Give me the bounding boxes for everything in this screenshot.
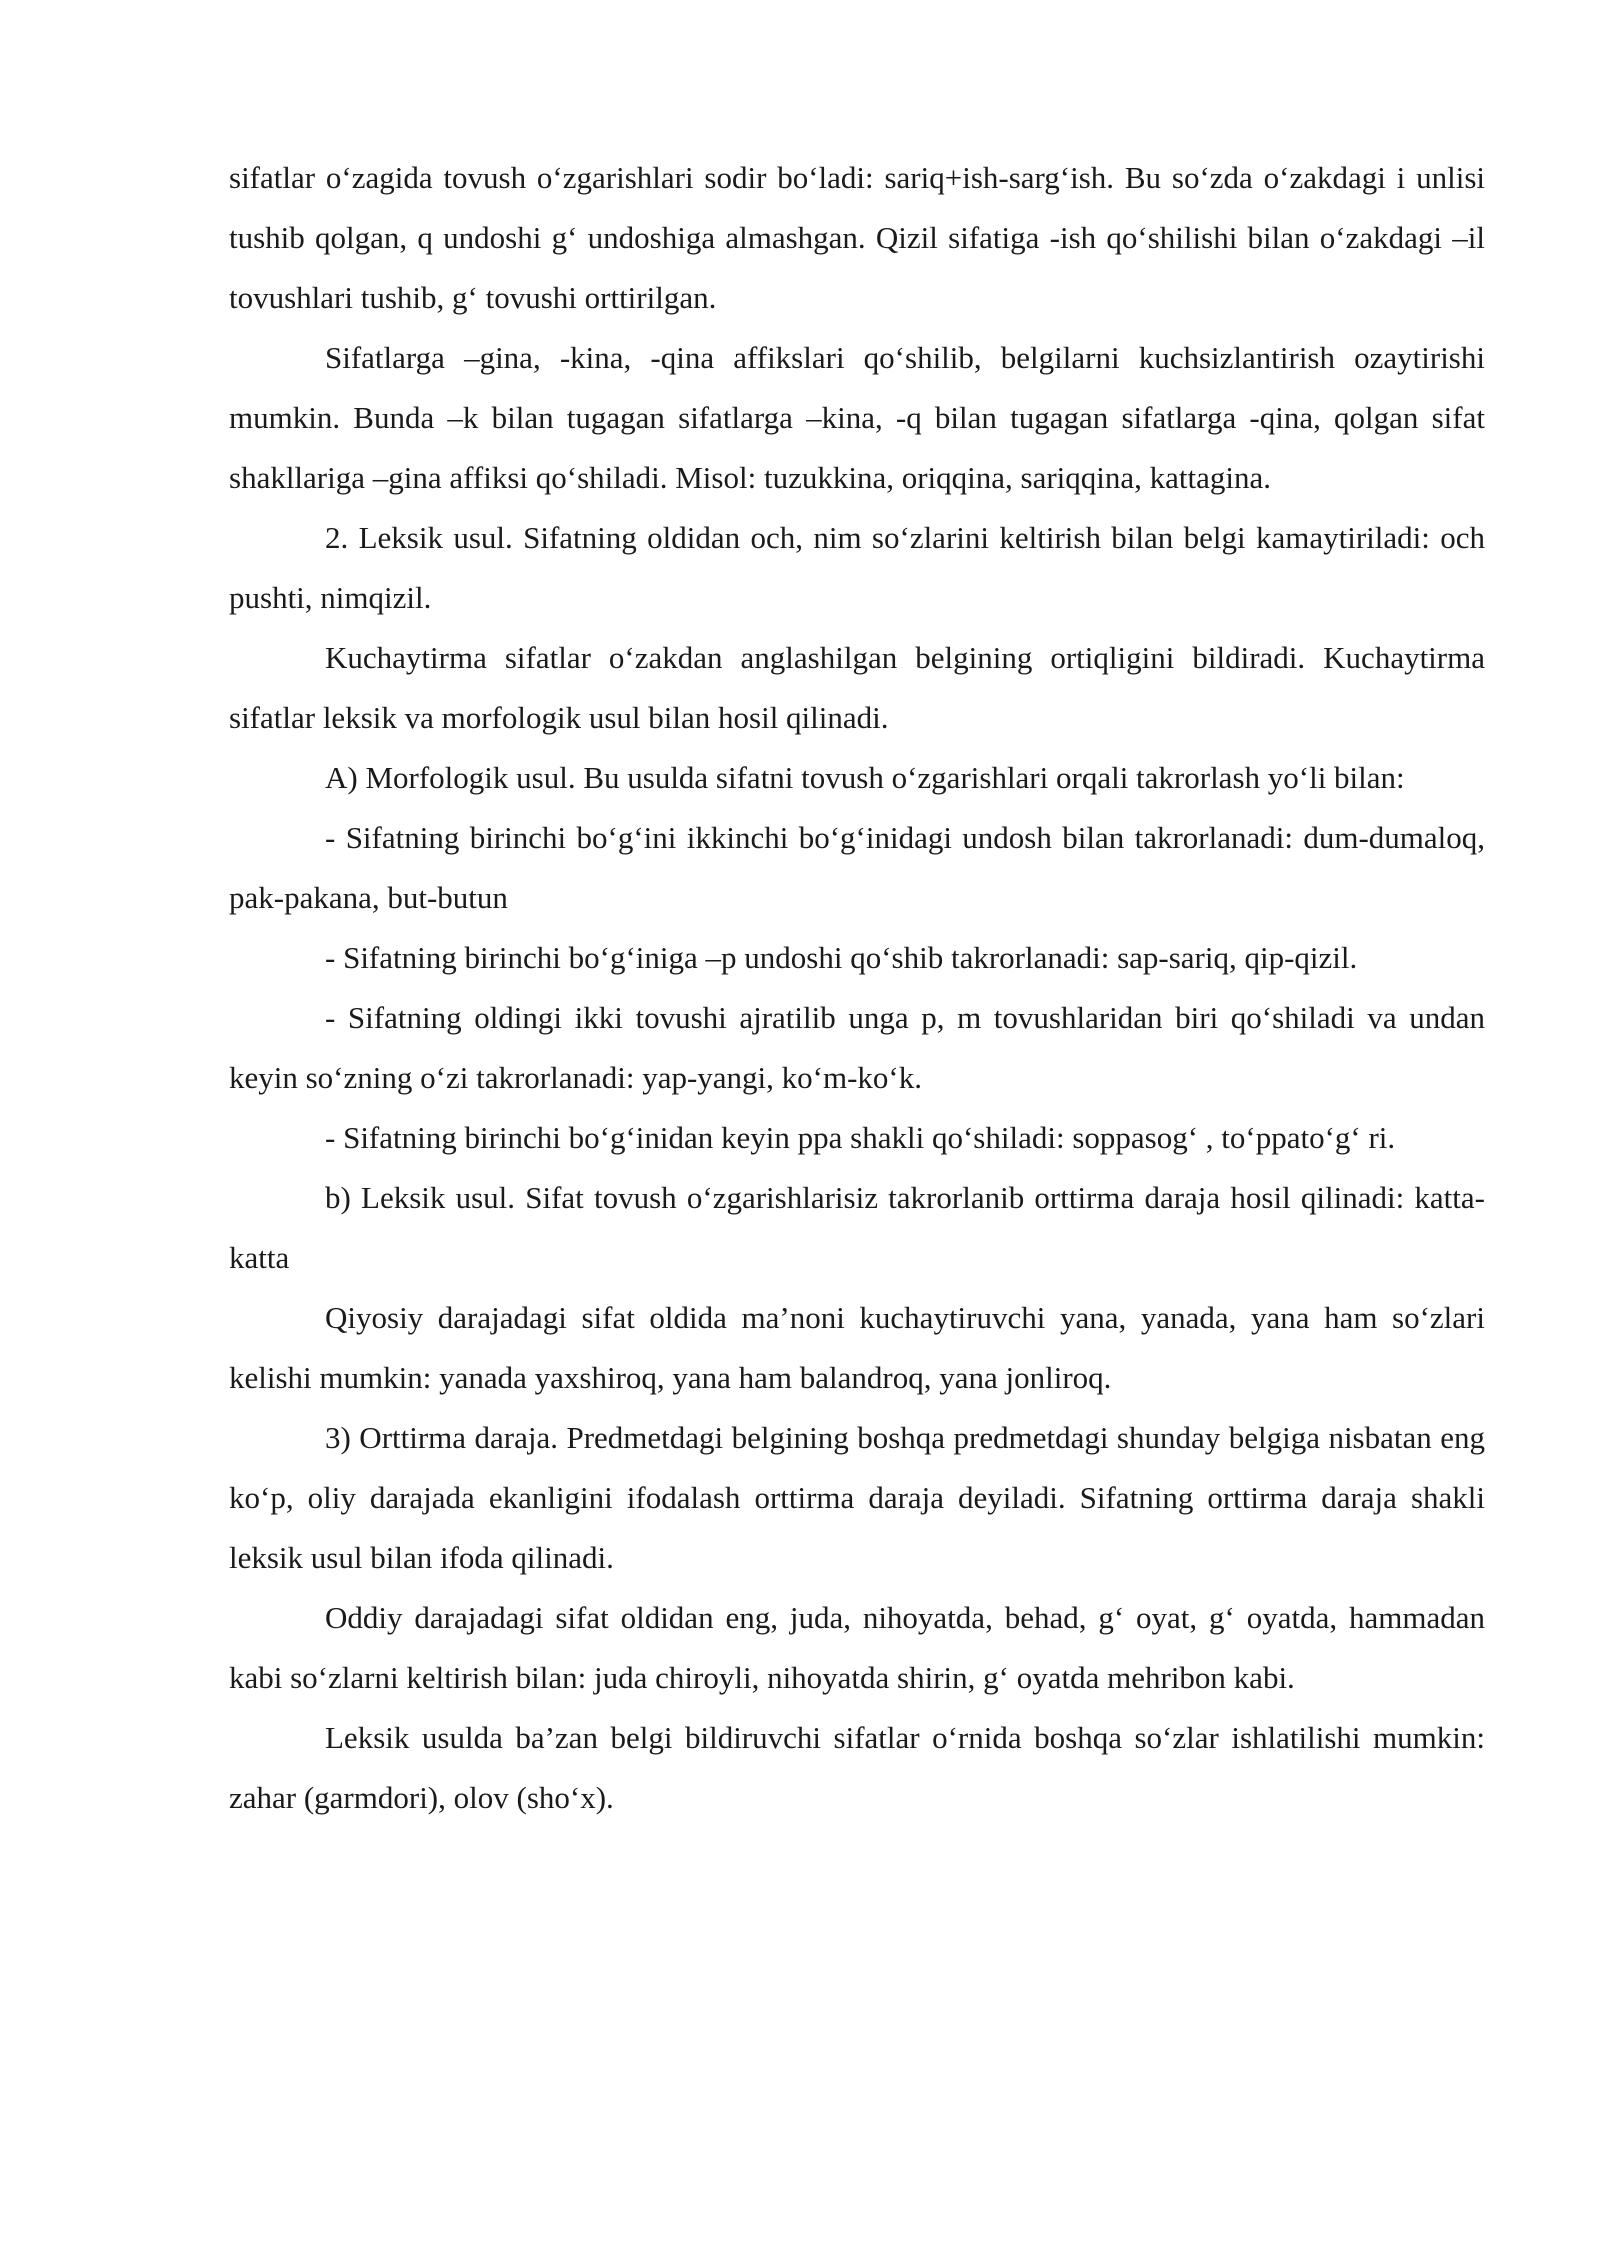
paragraph-6: - Sifatning birinchi bo‘g‘ini ikkinchi bo‘g‘inidagi undosh bilan takrorlanadi: dum-dumaloq, pak-pakana, but-butun	[229, 820, 1485, 915]
paragraph-13: Oddiy darajadagi sifat oldidan eng, juda, nihoyatda, behad, g‘ oyat, g‘ oyatda, hammadan kabi so‘zlarni keltirish bilan: juda chiroyli, nihoyatda shirin, g‘ oyatda mehribon kabi.	[229, 1600, 1485, 1695]
paragraph-12: 3) Orttirma daraja. Predmetdagi belgining boshqa predmetdagi shunday belgiga nisbatan eng ko‘p, oliy darajada ekanligini ifodalash orttirma daraja deyiladi. Sifatning orttirma daraja shakli leksik usul bilan ifoda qilinadi.	[229, 1420, 1485, 1575]
paragraph-9: - Sifatning birinchi bo‘g‘inidan keyin ppa shakli qo‘shiladi: soppasog‘ , to‘ppato‘g‘ ri.	[325, 1120, 1396, 1155]
paragraph-3: 2. Leksik usul. Sifatning oldidan och, nim so‘zlarini keltirish bilan belgi kamaytiriladi: och pushti, nimqizil.	[229, 520, 1485, 615]
paragraph-8: - Sifatning oldingi ikki tovushi ajratilib unga p, m tovushlaridan biri qo‘shiladi va undan keyin so‘zning o‘zi takrorlanadi: yap-yangi, ko‘m-ko‘k.	[229, 1000, 1485, 1095]
paragraph-4: Kuchaytirma sifatlar o‘zakdan anglashilgan belgining ortiqligini bildiradi. Kuchaytirma sifatlar leksik va morfologik usul bilan hosil qilinadi.	[229, 640, 1485, 735]
paragraph-2: Sifatlarga –gina, -kina, -qina affikslari qo‘shilib, belgilarni kuchsizlantirish ozaytirishi mumkin. Bunda –k bilan tugagan sifatlarga –kina, -q bilan tugagan sifatlarga -qina, qolgan sifat shakllariga –gina affiksi qo‘shiladi. Misol: tuzukkina, oriqqina, sariqqina, kattagina.	[229, 340, 1485, 495]
paragraph-14: Leksik usulda ba’zan belgi bildiruvchi sifatlar o‘rnida boshqa so‘zlar ishlatilishi mumkin: zahar (garmdori), olov (sho‘x).	[229, 1720, 1485, 1815]
paragraph-5: A) Morfologik usul. Bu usulda sifatni tovush o‘zgarishlari orqali takrorlash yo‘li bilan:	[325, 760, 1405, 795]
paragraph-7: - Sifatning birinchi bo‘g‘iniga –p undoshi qo‘shib takrorlanadi: sap-sariq, qip-qizil.	[325, 940, 1358, 975]
paragraph-1: sifatlar o‘zagida tovush o‘zgarishlari sodir bo‘ladi: sariq+ish-sarg‘ish. Bu so‘zda o‘zakdagi i unlisi tushib qolgan, q undoshi g‘ undoshiga almashgan. Qizil sifatiga -ish qo‘shilishi bilan o‘zakdagi –il tovushlari tushib, g‘ tovushi orttirilgan.	[229, 160, 1485, 315]
paragraph-10: b) Leksik usul. Sifat tovush o‘zgarishlarisiz takrorlanib orttirma daraja hosil qilinadi: katta-katta	[229, 1180, 1485, 1275]
document-body	[229, 148, 1485, 1828]
paragraph-11: Qiyosiy darajadagi sifat oldida ma’noni kuchaytiruvchi yana, yanada, yana ham so‘zlari kelishi mumkin: yanada yaxshiroq, yana ham balandroq, yana jonliroq.	[229, 1300, 1485, 1395]
